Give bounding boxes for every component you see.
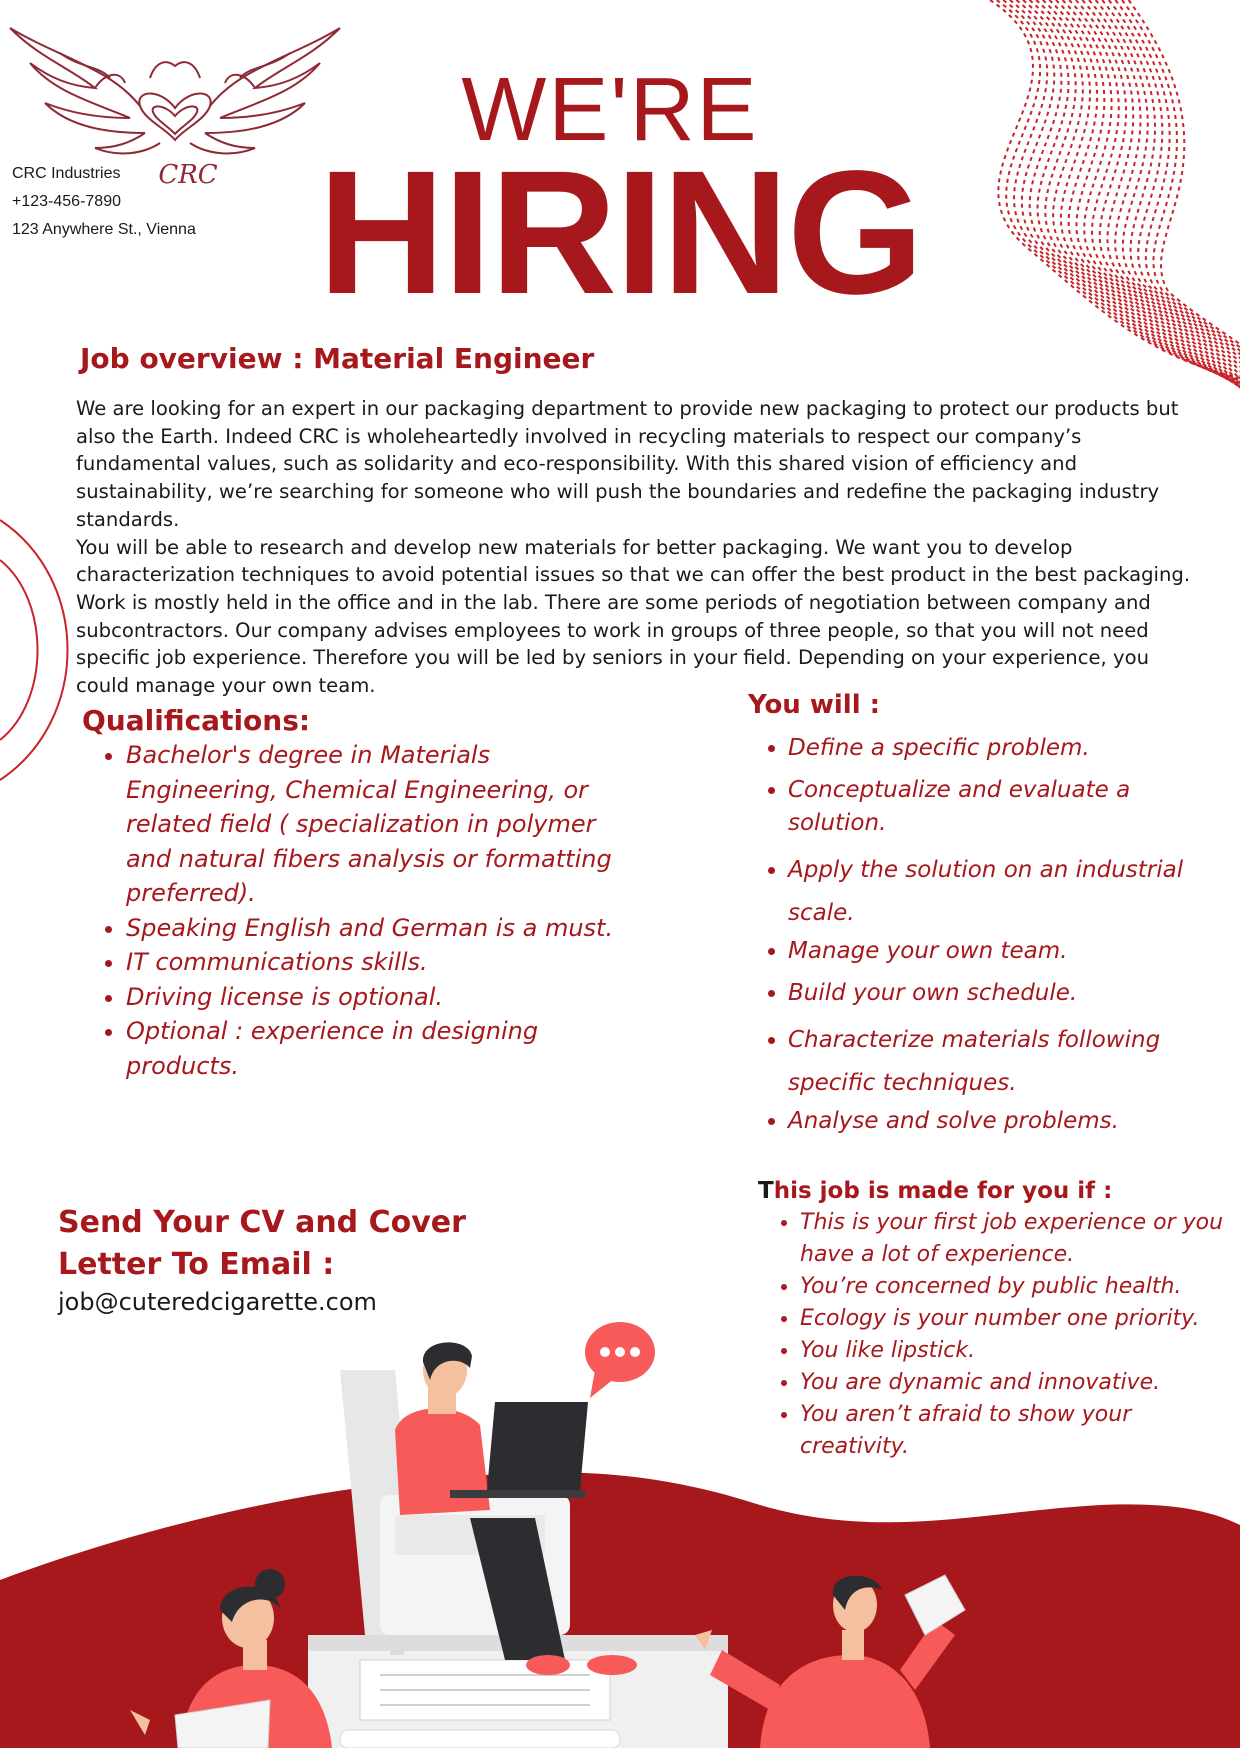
- qualifications-list: [82, 738, 626, 1083]
- list-item: • Apply the solution on an industrial scale.: [788, 849, 1228, 935]
- cv-email-link[interactable]: job@cuteredcigarette.com: [58, 1288, 377, 1316]
- chat-bubble-icon: [585, 1322, 655, 1398]
- dotted-wave-line: [1063, 0, 1240, 402]
- overview-paragraph-1: We are looking for an expert in our packaging department to provide new packaging to protect our products but also the Earth. Indeed CRC is wholeheartedly involved in recycling materials to respect our company’s fundamental values, such as solidarity and eco-responsibility. With this shared vision of efficiency and sustainability, we’re searching for someone who will push the boundaries and redefine the packaging industry standards.: [76, 397, 1179, 531]
- list-item: • IT communications skills.: [126, 945, 626, 980]
- company-address: 123 Anywhere St., Vienna: [12, 221, 196, 238]
- made-for-you-title-rest: his job is made for you if :: [773, 1178, 1113, 1204]
- list-item: • Bachelor's degree in Materials Engineering, Chemical Engineering, or related field ( specialization in polymer and natural fibers analysis or formatting preferred).: [126, 738, 626, 911]
- arc-decoration: [0, 510, 70, 790]
- list-item: • You are dynamic and innovative.: [800, 1367, 1240, 1399]
- made-for-you-title-initial: T: [758, 1178, 774, 1204]
- dotted-wave-decoration: [950, 0, 1240, 420]
- made-for-you-title: [758, 1178, 1112, 1204]
- company-name: CRC Industries: [12, 165, 121, 182]
- list-item: • This is your first job experience or you have a lot of experience.: [800, 1207, 1240, 1271]
- list-item: • Ecology is your number one priority.: [800, 1303, 1240, 1335]
- list-item: • Analyse and solve problems.: [788, 1105, 1228, 1138]
- company-phone: +123-456-7890: [12, 193, 121, 210]
- logo-text: CRC: [158, 160, 218, 188]
- headline-hiring: HIRING: [318, 135, 922, 331]
- list-item: • Optional : experience in designing products.: [126, 1014, 626, 1083]
- send-cv-title: Send Your CV and Cover Letter To Email :: [58, 1205, 466, 1282]
- list-item: • Build your own schedule.: [788, 977, 1228, 1010]
- illustration-scene: [0, 1290, 1240, 1748]
- list-item: • You’re concerned by public health.: [800, 1271, 1240, 1303]
- qualifications-title: Qualifications:: [82, 704, 311, 737]
- list-item: • You like lipstick.: [800, 1335, 1240, 1367]
- headline-were: WE'RE: [461, 60, 759, 160]
- list-item: • Speaking English and German is a must.: [126, 911, 626, 946]
- list-item: • Manage your own team.: [788, 935, 1228, 968]
- you-will-title: You will :: [748, 690, 881, 720]
- job-overview-body: [76, 395, 1196, 700]
- dotted-wave-line: [1129, 0, 1240, 420]
- list-item: • Define a specific problem.: [788, 732, 1228, 765]
- job-overview-title: Job overview : Material Engineer: [80, 342, 595, 375]
- dotted-wave-line: [990, 0, 1240, 380]
- overview-paragraph-2: You will be able to research and develop new materials for better packaging. We want you to develop characterization techniques to avoid potential issues so that we can offer the best product in the best packaging. Work is mostly held in the office and in the lab. There are some periods of negotiation between company and subcontractors. Our company advises employees to work in groups of three people, so that you will not need specific job experience. Therefore you will be led by seniors in your field. Depending on your experience, you could manage your own team.: [76, 535, 1191, 698]
- list-item: • Conceptualize and evaluate a solution.: [788, 774, 1228, 840]
- list-item: • Characterize materials following specific techniques.: [788, 1019, 1228, 1105]
- list-item: • You aren’t afraid to show your creativity.: [800, 1399, 1240, 1463]
- dotted-wave-line: [1023, 0, 1240, 390]
- you-will-list: [748, 732, 1228, 1147]
- list-item: • Driving license is optional.: [126, 980, 626, 1015]
